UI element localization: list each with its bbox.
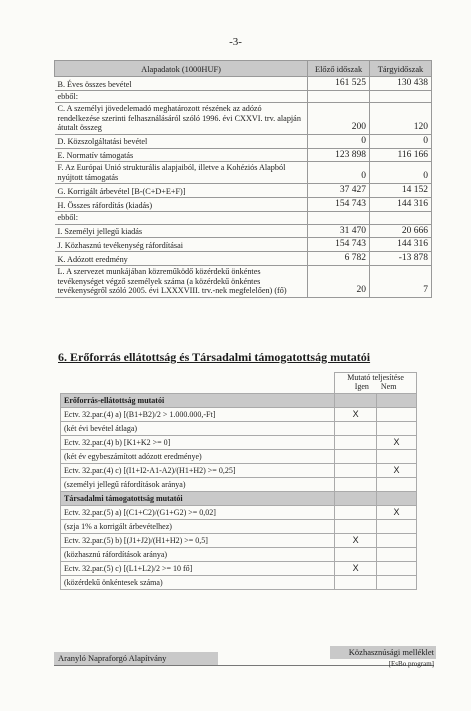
indicator-no-mark: X — [377, 505, 417, 519]
table-row — [55, 162, 432, 184]
row-label: H. Összes ráfordítás (kiadás) — [55, 198, 308, 212]
indicator-note: (személyi jellegű ráfordítások aránya) — [61, 477, 335, 491]
footer-document-name: Közhasznúsági melléklet — [330, 646, 436, 659]
indicator-formula: Ectv. 32.par.(5) a) [(C1+C2)/(G1+G2) >= 0,02] — [61, 505, 335, 519]
table-row — [55, 212, 432, 224]
table-row — [55, 266, 432, 297]
indicator-formula: Ectv. 32.par.(4) c) [(I1+I2-A1-A2)/(H1+H2) >= 0,25] — [61, 463, 335, 477]
current-period-value: 120 — [370, 103, 432, 134]
indicator-row — [61, 435, 417, 449]
indicator-note-row — [61, 477, 417, 491]
previous-period-value: 37 427 — [308, 184, 370, 198]
note-no-cell — [377, 575, 417, 589]
indicator-yes-mark: X — [335, 561, 377, 575]
indicator-note-row — [61, 575, 417, 589]
note-yes-cell — [335, 519, 377, 533]
indicator-note: (közérdekű önkéntesek száma) — [61, 575, 335, 589]
indicator-note: (két évi bevétel átlaga) — [61, 421, 335, 435]
table-row — [55, 103, 432, 134]
table-row — [55, 134, 432, 148]
current-period-value: 14 152 — [370, 184, 432, 198]
fulfilment-label: Mutató teljesítése — [347, 373, 404, 382]
indicator-no-mark — [377, 561, 417, 575]
row-label: L. A szervezet munkájában közreműködő közérdekű önkéntes tevékenységet végző személyek száma (a közérdekű önkéntes tevékenységről szóló 2005. évi LXXXVIII. trv.-nek megfelelően) (fő) — [55, 266, 308, 297]
indicator-row — [61, 533, 417, 547]
note-no-cell — [377, 421, 417, 435]
page-number: -3- — [229, 36, 242, 48]
row-label: K. Adózott eredmény — [55, 252, 308, 266]
row-label: B. Éves összes bevétel — [55, 77, 308, 91]
indicator-yes-mark: X — [335, 533, 377, 547]
indicator-note-row — [61, 449, 417, 463]
indicator-no-mark: X — [377, 463, 417, 477]
indicator-formula: Ectv. 32.par.(5) c) [(L1+L2)/2 >= 10 fő] — [61, 561, 335, 575]
current-period-value — [370, 212, 432, 224]
indicators-table — [60, 372, 417, 590]
indicator-group-row — [61, 491, 417, 505]
table-row — [55, 198, 432, 212]
note-yes-cell — [335, 547, 377, 561]
indicator-yes-mark — [335, 435, 377, 449]
row-label: G. Korrigált árbevétel [B-(C+D+E+F)] — [55, 184, 308, 198]
previous-period-value: 161 525 — [308, 77, 370, 91]
current-period-value — [370, 90, 432, 102]
note-no-cell — [377, 519, 417, 533]
row-label: D. Közszolgáltatási bevétel — [55, 134, 308, 148]
current-period-value: 116 166 — [370, 148, 432, 162]
note-no-cell — [377, 449, 417, 463]
current-period-value: 144 316 — [370, 198, 432, 212]
current-period-value: 130 438 — [370, 77, 432, 91]
table-row — [55, 238, 432, 252]
current-period-value: -13 878 — [370, 252, 432, 266]
section-title: 6. Erőforrás ellátottság és Társadalmi támogatottság mutatói — [58, 350, 371, 364]
current-period-value: 0 — [370, 134, 432, 148]
table-row — [55, 90, 432, 102]
header-current-period: Tárgyidőszak — [370, 61, 432, 77]
indicator-note-row — [61, 421, 417, 435]
col-yes-label: Igen — [354, 381, 369, 391]
header-basic-data: Alapadatok (1000HUF) — [55, 61, 308, 77]
indicator-note: (közhasznú ráfordítások aránya) — [61, 547, 335, 561]
previous-period-value: 154 743 — [308, 238, 370, 252]
indicator-formula: Ectv. 32.par.(4) a) [(B1+B2)/2 > 1.000.000,-Ft] — [61, 407, 335, 421]
indicator-note-row — [61, 519, 417, 533]
note-no-cell — [377, 477, 417, 491]
previous-period-value: 0 — [308, 134, 370, 148]
row-label: ebből: — [55, 90, 308, 102]
indicator-row — [61, 463, 417, 477]
table-row — [55, 77, 432, 91]
indicator-row — [61, 505, 417, 519]
indicator-no-mark — [377, 533, 417, 547]
indicator-formula: Ectv. 32.par.(5) b) [(J1+J2)/(H1+H2) >= 0,5] — [61, 533, 335, 547]
indicator-fulfilment-header — [335, 373, 417, 394]
indicator-note: (két év egybeszámított adózott eredménye) — [61, 449, 335, 463]
footer-program: [EsBo program] — [388, 660, 434, 668]
basic-data-table — [54, 60, 432, 298]
indicator-yes-mark: X — [335, 407, 377, 421]
table-row — [55, 148, 432, 162]
row-label: C. A személyi jövedelemadó meghatározott részének az adózó rendelkezése szerinti felhasználásáról szóló 1996. évi CXXVI. trv. alapján átutalt összeg — [55, 103, 308, 134]
note-no-cell — [377, 547, 417, 561]
row-label: E. Normatív támogatás — [55, 148, 308, 162]
group-no-cell — [377, 393, 417, 407]
previous-period-value — [308, 212, 370, 224]
indicator-no-mark: X — [377, 435, 417, 449]
footer-organization: Aranyló Napraforgó Alapítvány — [54, 652, 218, 665]
note-yes-cell — [335, 477, 377, 491]
current-period-value: 144 316 — [370, 238, 432, 252]
note-yes-cell — [335, 449, 377, 463]
table-row — [55, 252, 432, 266]
indicator-row — [61, 407, 417, 421]
indicator-group-row — [61, 393, 417, 407]
previous-period-value: 200 — [308, 103, 370, 134]
indicators-header-row — [61, 373, 417, 394]
note-yes-cell — [335, 421, 377, 435]
row-label: ebből: — [55, 212, 308, 224]
row-label: J. Közhasznú tevékenység ráfordításai — [55, 238, 308, 252]
row-label: I. Személyi jellegű kiadás — [55, 224, 308, 238]
current-period-value: 7 — [370, 266, 432, 297]
indicator-yes-mark — [335, 505, 377, 519]
table-row — [55, 184, 432, 198]
group-yes-cell — [335, 393, 377, 407]
note-yes-cell — [335, 575, 377, 589]
group-yes-cell — [335, 491, 377, 505]
previous-period-value: 154 743 — [308, 198, 370, 212]
indicator-note-row — [61, 547, 417, 561]
indicator-yes-mark — [335, 463, 377, 477]
indicator-no-mark — [377, 407, 417, 421]
row-label: F. Az Európai Unió strukturális alapjaiból, illetve a Kohéziós Alapból nyújtott támogatás — [55, 162, 308, 184]
current-period-value: 20 666 — [370, 224, 432, 238]
indicator-note: (szja 1% a korrigált árbevételhez) — [61, 519, 335, 533]
previous-period-value: 6 782 — [308, 252, 370, 266]
previous-period-value — [308, 90, 370, 102]
indicator-row — [61, 561, 417, 575]
indicator-formula: Ectv. 32.par.(4) b) [K1+K2 >= 0] — [61, 435, 335, 449]
table-header-row — [55, 61, 432, 77]
previous-period-value: 0 — [308, 162, 370, 184]
indicator-group-title: Társadalmi támogatottság mutatói — [61, 491, 335, 505]
previous-period-value: 31 470 — [308, 224, 370, 238]
previous-period-value: 123 898 — [308, 148, 370, 162]
indicator-group-title: Erőforrás-ellátottság mutatói — [61, 393, 335, 407]
previous-period-value: 20 — [308, 266, 370, 297]
current-period-value: 0 — [370, 162, 432, 184]
col-no-label: Nem — [380, 381, 397, 391]
table-row — [55, 224, 432, 238]
group-no-cell — [377, 491, 417, 505]
header-previous-period: Előző időszak — [308, 61, 370, 77]
